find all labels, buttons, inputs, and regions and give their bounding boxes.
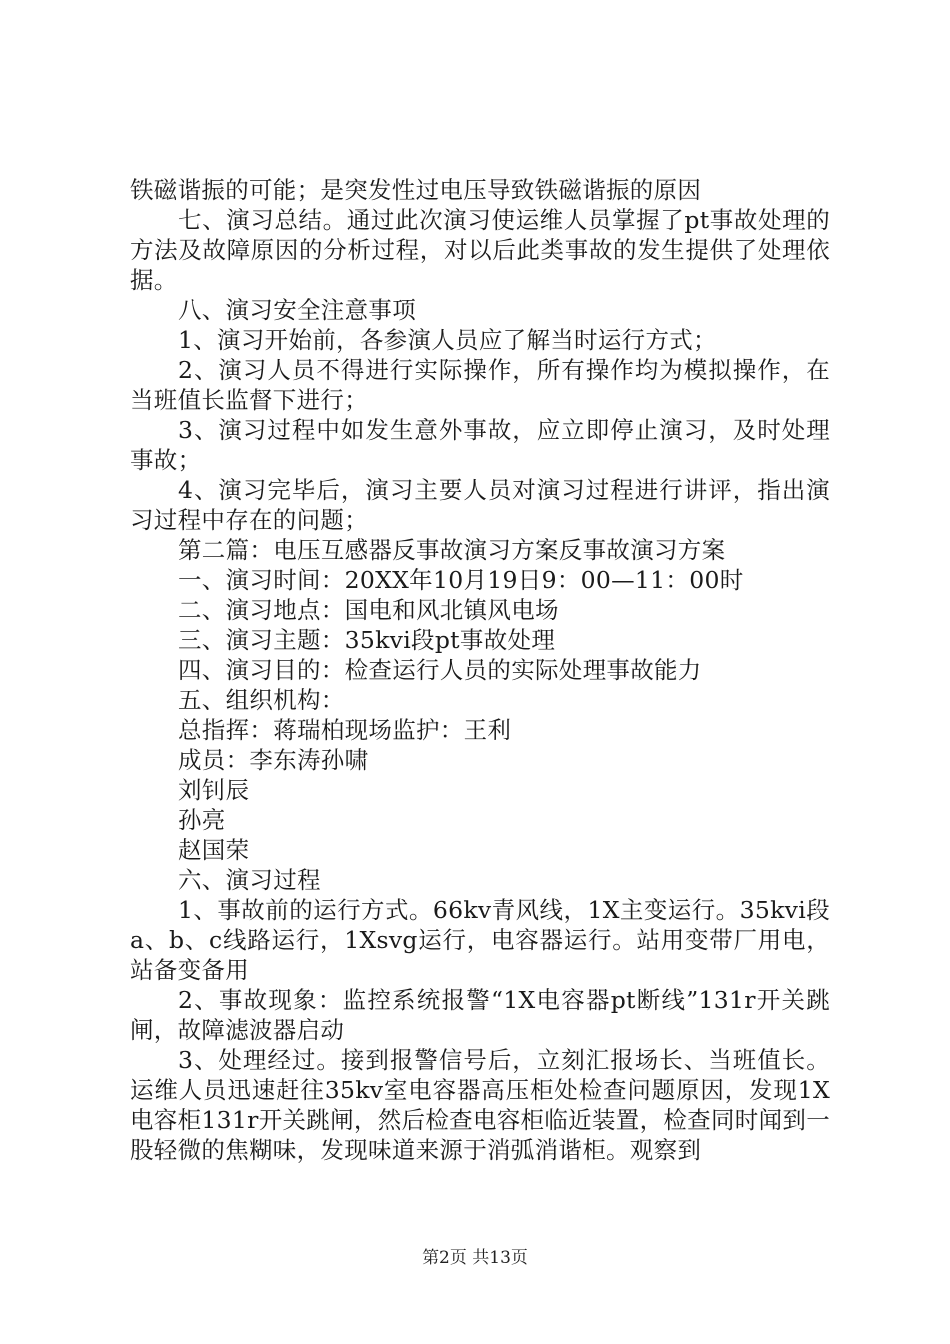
paragraph: 七、演习总结。通过此次演习使运维人员掌握了pt事故处理的方法及故障原因的分析过程，对以后此类事故的发生提供了处理依据。: [130, 206, 830, 294]
paragraph: 1、事故前的运行方式。66kv青风线，1X主变运行。35kvi段a、b、c线路运行，1Xsvg运行，电容器运行。站用变带厂用电，站备变备用: [130, 896, 830, 984]
paragraph: 一、演习时间：20XX年10月19日9：00—11：00时: [178, 566, 744, 594]
paragraph: 4、演习完毕后，演习主要人员对演习过程进行讲评，指出演习过程中存在的问题；: [130, 476, 830, 534]
paragraph: 赵国荣: [178, 836, 250, 864]
paragraph: 3、演习过程中如发生意外事故，应立即停止演习，及时处理事故；: [130, 416, 830, 474]
paragraph: 成员：李东涛孙啸: [178, 746, 369, 774]
paragraph: 六、演习过程: [178, 866, 321, 894]
paragraph: 二、演习地点：国电和风北镇风电场: [178, 596, 559, 624]
paragraph: 2、事故现象：监控系统报警“1X电容器pt断线”131r开关跳闸，故障滤波器启动: [130, 986, 830, 1044]
paragraph: 1、演习开始前，各参演人员应了解当时运行方式；: [178, 326, 717, 354]
paragraph: 3、处理经过。接到报警信号后，立刻汇报场长、当班值长。运维人员迅速赶往35kv室电容器高压柜处检查问题原因，发现1X电容柜131r开关跳闸，然后检查电容柜临近装置，检查同时闻到一股轻微的焦糊味，发现味道来源于消弧消谐柜。观察到: [130, 1046, 830, 1164]
paragraph: 第二篇：电压互感器反事故演习方案反事故演习方案: [178, 536, 726, 564]
paragraph: 四、演习目的：检查运行人员的实际处理事故能力: [178, 656, 702, 684]
paragraph: 孙亮: [178, 806, 226, 834]
paragraph: 五、组织机构：: [178, 686, 345, 714]
paragraph: 三、演习主题：35kvi段pt事故处理: [178, 626, 556, 654]
paragraph: 2、演习人员不得进行实际操作，所有操作均为模拟操作，在当班值长监督下进行；: [130, 356, 830, 414]
paragraph: 刘钊辰: [178, 776, 250, 804]
page-footer: 第2页 共13页: [422, 1248, 528, 1268]
document-body: [130, 175, 830, 1165]
paragraph: 八、演习安全注意事项: [178, 296, 416, 324]
paragraph: 铁磁谐振的可能；是突发性过电压导致铁磁谐振的原因: [130, 176, 702, 204]
paragraph: 总指挥：蒋瑞柏现场监护：王利: [178, 716, 512, 744]
